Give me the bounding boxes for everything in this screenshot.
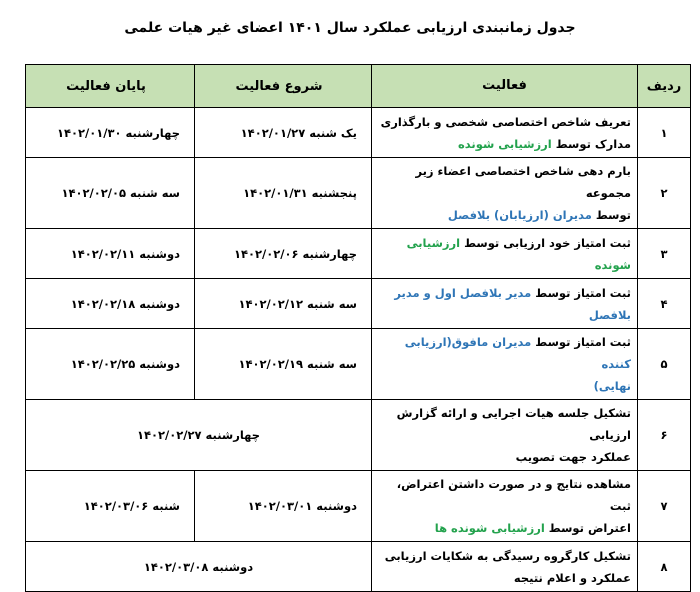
- table-row: [26, 229, 691, 279]
- activity-cell: [372, 229, 638, 279]
- activity-text: اعتراض توسط: [544, 521, 631, 535]
- table-row: [26, 329, 691, 400]
- merged-date: دوشنبه ۱۴۰۲/۰۳/۰۸: [26, 542, 372, 592]
- table-row: [26, 400, 691, 471]
- table-row: [26, 542, 691, 592]
- activity-text: عملکرد و اعلام نتیجه: [513, 570, 631, 585]
- start-date: پنجشنبه ۱۴۰۲/۰۱/۳۱: [195, 158, 372, 229]
- end-date: چهارشنبه ۱۴۰۲/۰۱/۳۰: [26, 108, 195, 158]
- activity-text: توسط: [591, 208, 631, 222]
- activity-text: مدارک توسط: [551, 136, 631, 151]
- activity-cell: [372, 542, 638, 592]
- activity-cell: [372, 471, 638, 542]
- row-number: ۳: [638, 229, 691, 279]
- activity-text: ثبت امتیاز توسط: [531, 335, 631, 349]
- activity-text: مشاهده نتایج و در صورت داشتن اعتراض، ثبت: [396, 477, 631, 513]
- end-date: دوشنبه ۱۴۰۲/۰۲/۲۵: [26, 329, 195, 400]
- activity-cell: [372, 158, 638, 229]
- table-row: [26, 158, 691, 229]
- activity-text: تعریف شاخص اختصاصی شخصی و بارگذاری: [380, 114, 631, 129]
- row-number: ۶: [638, 400, 691, 471]
- table-row: [26, 471, 691, 542]
- activity-text: ثبت امتیاز خود ارزیابی توسط: [460, 235, 631, 250]
- activity-text: عملکرد جهت تصویب: [515, 450, 631, 464]
- end-date: دوشنبه ۱۴۰۲/۰۲/۱۸: [26, 279, 195, 329]
- end-date: دوشنبه ۱۴۰۲/۰۲/۱۱: [26, 229, 195, 279]
- activity-highlight: ارزشیابی شونده: [406, 235, 631, 272]
- activity-text: تشکیل جلسه هیات اجرایی و ارائه گزارش ارزیابی: [396, 406, 631, 442]
- activity-cell: [372, 108, 638, 158]
- table-row: [26, 279, 691, 329]
- table-row: [26, 108, 691, 158]
- header-row-number: ردیف: [638, 65, 691, 108]
- activity-cell: [372, 329, 638, 400]
- row-number: ۸: [638, 542, 691, 592]
- header-activity: فعالیت: [372, 65, 638, 108]
- schedule-table: [25, 64, 691, 592]
- start-date: دوشنبه ۱۴۰۲/۰۳/۰۱: [195, 471, 372, 542]
- activity-cell: [372, 279, 638, 329]
- end-date: سه شنبه ۱۴۰۲/۰۲/۰۵: [26, 158, 195, 229]
- row-number: ۵: [638, 329, 691, 400]
- start-date: چهارشنبه ۱۴۰۲/۰۲/۰۶: [195, 229, 372, 279]
- header-end: پایان فعالیت: [26, 65, 195, 108]
- merged-date: چهارشنبه ۱۴۰۲/۰۲/۲۷: [26, 400, 372, 471]
- activity-highlight: مدیران مافوق(ارزیابی کننده: [404, 335, 631, 371]
- row-number: ۴: [638, 279, 691, 329]
- activity-cell: [372, 400, 638, 471]
- row-number: ۷: [638, 471, 691, 542]
- activity-highlight: ارزشیابی شونده: [458, 136, 552, 151]
- header-start: شروع فعالیت: [195, 65, 372, 108]
- table-header-row: [26, 65, 691, 108]
- start-date: یک شنبه ۱۴۰۲/۰۱/۲۷: [195, 108, 372, 158]
- row-number: ۱: [638, 108, 691, 158]
- activity-highlight: ارزشیابی شونده ها: [434, 521, 545, 535]
- end-date: شنبه ۱۴۰۲/۰۳/۰۶: [26, 471, 195, 542]
- activity-text: بارم دهی شاخص اختصاصی اعضاء زیر مجموعه: [415, 164, 631, 200]
- start-date: سه شنبه ۱۴۰۲/۰۲/۱۹: [195, 329, 372, 400]
- activity-text: تشکیل کارگروه رسیدگی به شکایات ارزیابی: [384, 548, 631, 563]
- row-number: ۲: [638, 158, 691, 229]
- activity-text: ثبت امتیاز توسط: [531, 285, 631, 300]
- activity-highlight: مدیران (ارزیابان) بلافصل: [447, 208, 592, 222]
- activity-highlight: نهایی): [593, 379, 631, 393]
- start-date: سه شنبه ۱۴۰۲/۰۲/۱۲: [195, 279, 372, 329]
- page-title: جدول زمانبندی ارزیابی عملکرد سال ۱۴۰۱ اعضای غیر هیات علمی: [124, 20, 576, 36]
- activity-highlight: مدیر بلافصل اول و مدیر بلافصل: [394, 285, 631, 322]
